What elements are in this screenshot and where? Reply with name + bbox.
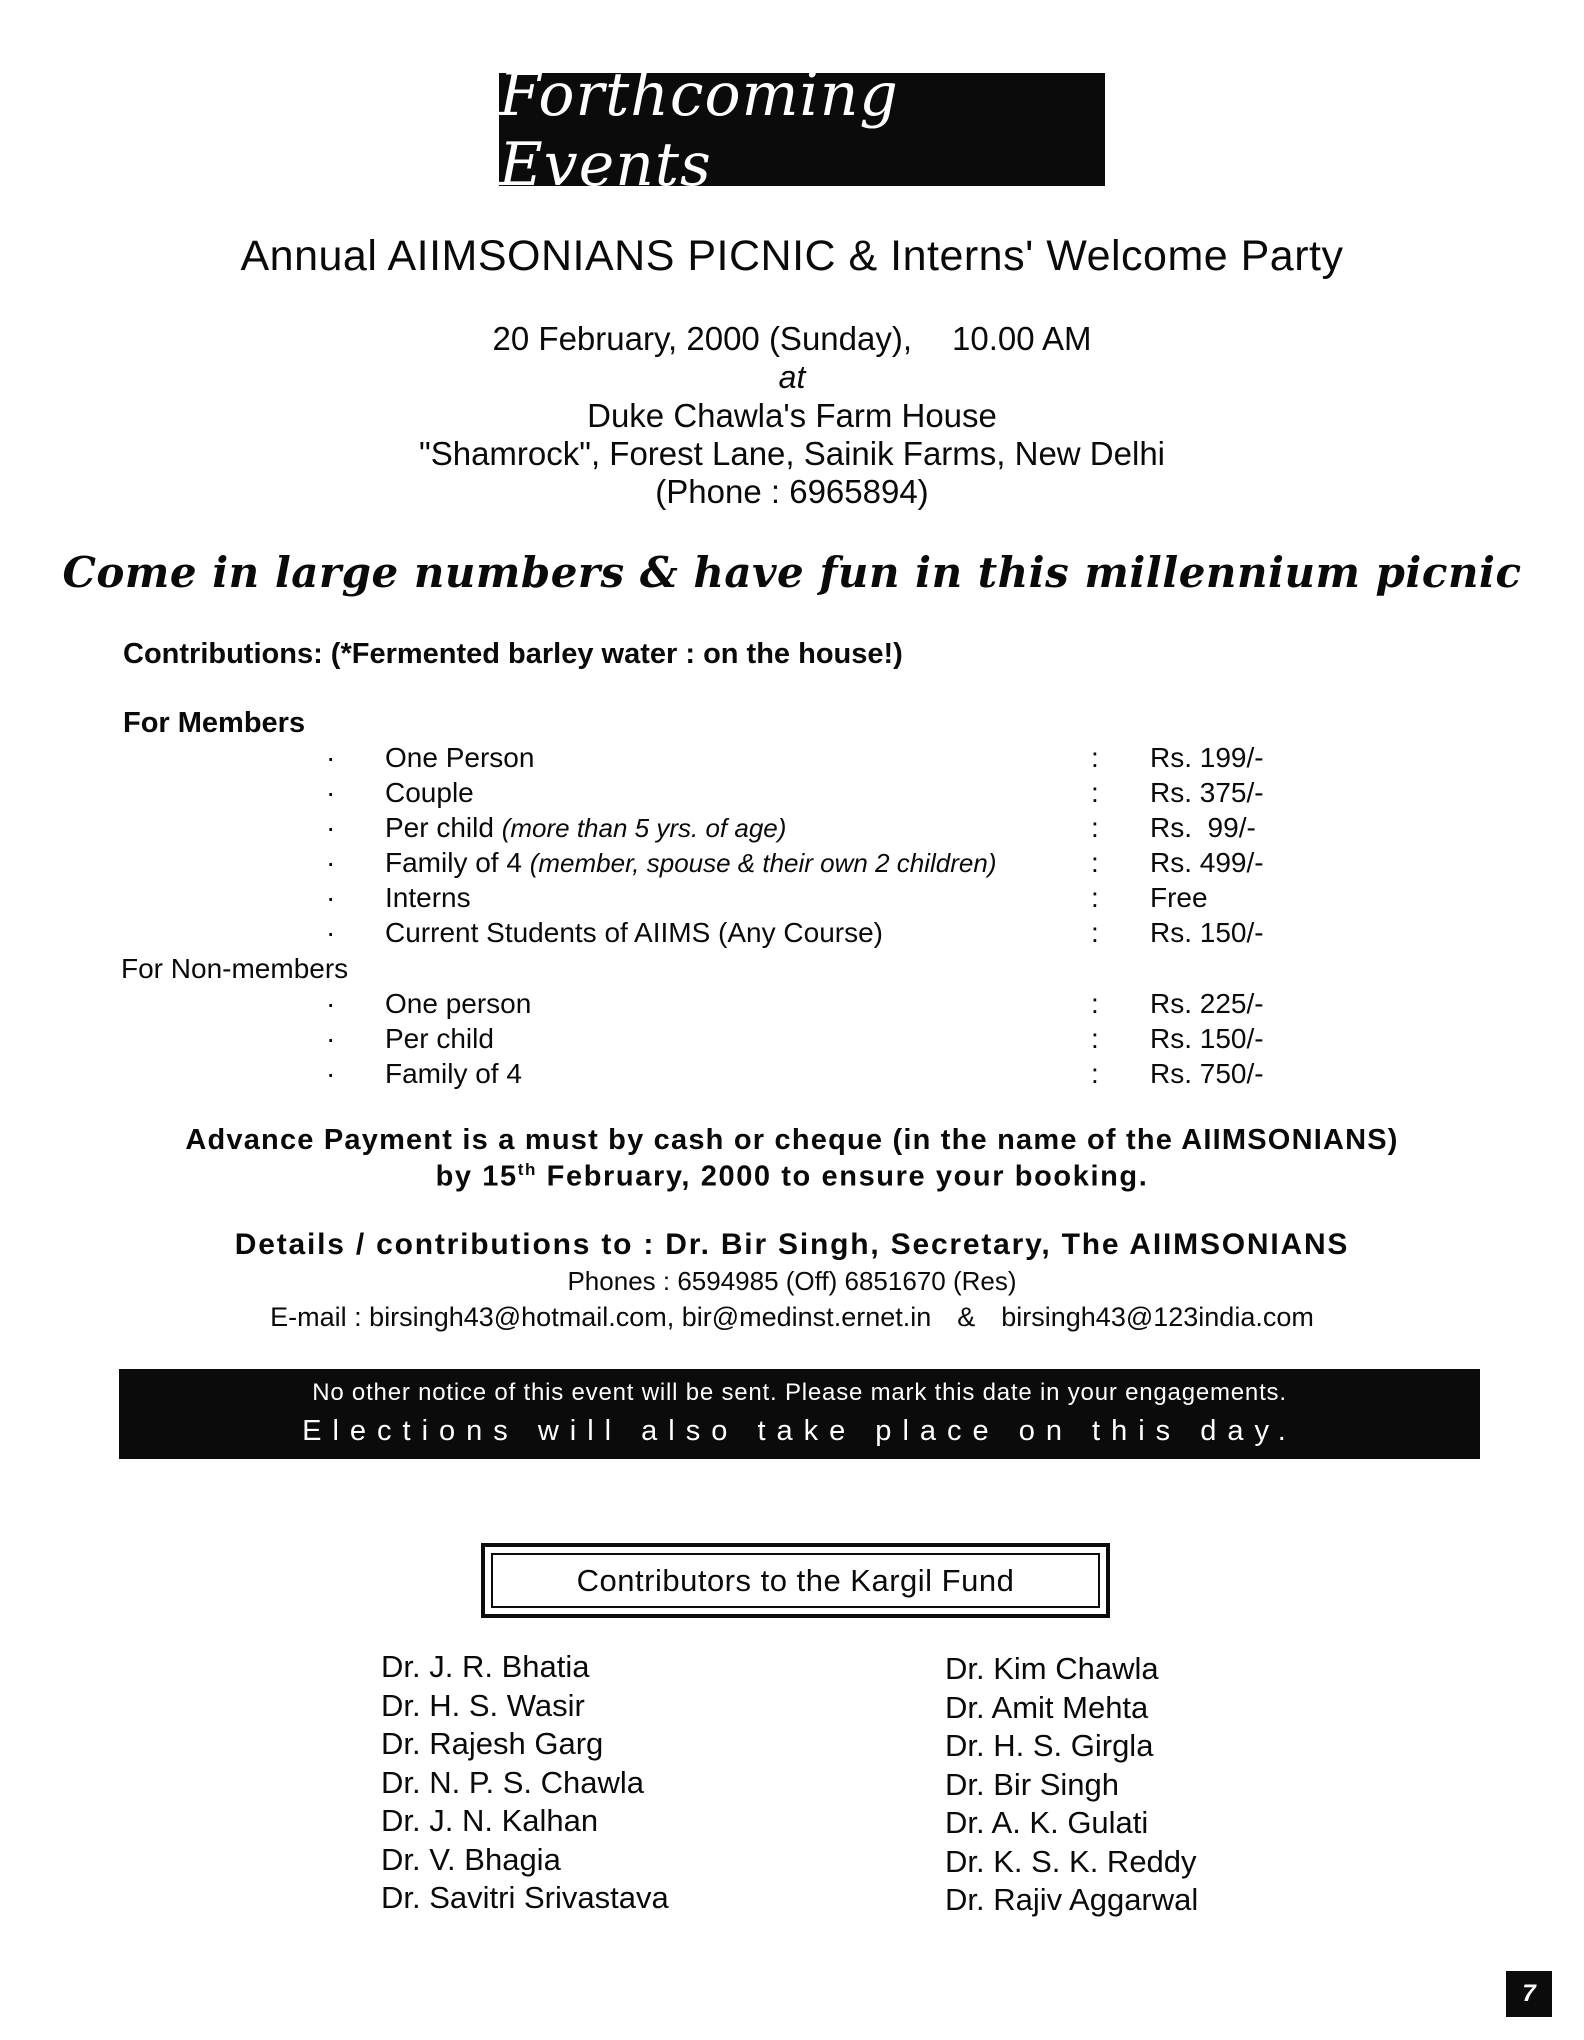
- fee-label: Per child: [385, 1023, 494, 1054]
- contributors-left-column: [381, 1649, 669, 1919]
- fee-label: [385, 812, 786, 844]
- contributor-name: Dr. H. S. Girgla: [945, 1728, 1154, 1763]
- nonmembers-heading: For Non-members: [121, 953, 349, 984]
- fee-row: [0, 1023, 1584, 1057]
- contributor-name: Dr. H. S. Wasir: [381, 1687, 585, 1723]
- contributor-name: Dr. Rajesh Garg: [381, 1726, 604, 1761]
- fee-label-note: (member, spouse & their own 2 children): [529, 848, 997, 878]
- bullet: ·: [326, 882, 336, 913]
- fee-label-text: Family of 4: [385, 847, 522, 878]
- colon: :: [1091, 988, 1099, 1019]
- contributor-name: Dr. N. P. S. Chawla: [381, 1764, 645, 1800]
- event-phone: (Phone : 6965894): [655, 473, 929, 510]
- contributor-name: Dr. Bir Singh: [945, 1766, 1120, 1802]
- event-at: at: [778, 359, 806, 395]
- event-title: Annual AIIMSONIANS PICNIC & Interns' Welcome Party: [240, 232, 1344, 280]
- notice-box: [119, 1369, 1480, 1459]
- event-time: 10.00 AM: [952, 320, 1092, 357]
- colon: :: [1091, 1023, 1099, 1054]
- contributions-heading: Contributions: (*Fermented barley water : on the house!): [123, 638, 903, 670]
- email-line: [0, 1302, 1584, 1333]
- fee-amount: Rs. 199/-: [1150, 742, 1264, 773]
- event-address: "Shamrock", Forest Lane, Sainik Farms, New Delhi: [418, 435, 1165, 472]
- fee-amount: Rs. 150/-: [1150, 1023, 1264, 1054]
- contributor-name: Dr. J. R. Bhatia: [381, 1649, 590, 1684]
- fee-row: [0, 847, 1584, 881]
- fee-label: Family of 4: [385, 1058, 522, 1089]
- email-label: E-mail :: [270, 1302, 362, 1332]
- bullet: ·: [326, 777, 336, 808]
- advance-payment-line-1: Advance Payment is a must by cash or cheque (in the name of the AIIMSONIANS): [185, 1124, 1399, 1156]
- bullet: ·: [326, 1023, 336, 1054]
- fee-label-text: Per child: [385, 812, 494, 843]
- details-contact-line: Details / contributions to : Dr. Bir Singh, Secretary, The AIIMSONIANS: [234, 1228, 1350, 1261]
- email-link-123india[interactable]: birsingh43@123india.com: [1001, 1302, 1314, 1332]
- fee-label: One Person: [385, 742, 535, 773]
- fee-amount: Rs. 499/-: [1150, 847, 1264, 878]
- colon: :: [1091, 847, 1099, 878]
- contributors-right-column: [945, 1651, 1198, 1921]
- fee-label: Current Students of AIIMS (Any Course): [385, 917, 883, 948]
- email-link-medinst[interactable]: bir@medinst.ernet.in: [681, 1302, 932, 1332]
- fee-amount: Rs. 375/-: [1150, 777, 1264, 808]
- colon: :: [1091, 917, 1099, 948]
- contributor-name: Dr. K. S. K. Reddy: [945, 1843, 1197, 1879]
- tagline: Come in large numbers & have fun in this millennium picnic: [62, 548, 1522, 597]
- colon: :: [1091, 1058, 1099, 1089]
- members-heading: For Members: [123, 707, 306, 739]
- ampersand: &: [957, 1302, 976, 1332]
- contributor-name: Dr. Rajiv Aggarwal: [945, 1882, 1199, 1917]
- section-banner: [499, 59, 1105, 200]
- colon: :: [1091, 742, 1099, 773]
- bullet: ·: [326, 1058, 336, 1089]
- colon: :: [1091, 882, 1099, 913]
- contributor-name: Dr. J. N. Kalhan: [381, 1803, 599, 1838]
- fee-row: [0, 777, 1584, 811]
- contributor-name: Dr. Amit Mehta: [945, 1689, 1149, 1725]
- bullet: ·: [326, 917, 336, 948]
- fee-amount: Rs. 225/-: [1150, 988, 1264, 1019]
- kargil-fund-heading: Contributors to the Kargil Fund: [491, 1553, 1100, 1608]
- contributor-name: Dr. Savitri Srivastava: [381, 1880, 669, 1915]
- event-venue: Duke Chawla's Farm House: [587, 397, 997, 434]
- kargil-fund-heading-box: [481, 1543, 1110, 1618]
- colon: :: [1091, 812, 1099, 843]
- fee-label: Interns: [385, 882, 471, 913]
- fee-amount: Rs. 150/-: [1150, 917, 1264, 948]
- notice-line-1: No other notice of this event will be sent. Please mark this date in your engagements.: [312, 1379, 1287, 1406]
- fee-amount: Rs. 99/-: [1150, 812, 1256, 843]
- advance-post: February, 2000 to ensure your booking.: [537, 1160, 1149, 1193]
- fee-row: [0, 988, 1584, 1022]
- fee-row: [0, 1058, 1584, 1092]
- fee-label: Couple: [385, 777, 474, 808]
- bullet: ·: [326, 988, 336, 1019]
- fee-amount: Free: [1150, 882, 1208, 913]
- event-date: 20 February, 2000 (Sunday),: [492, 320, 913, 357]
- colon: :: [1091, 777, 1099, 808]
- contributor-name: Dr. V. Bhagia: [381, 1841, 561, 1877]
- fee-amount: Rs. 750/-: [1150, 1058, 1264, 1089]
- notice-line-2: Elections will also take place on this day.: [302, 1415, 1297, 1447]
- contributor-name: Dr. A. K. Gulati: [945, 1805, 1149, 1840]
- page-number: 7: [1506, 1971, 1552, 2017]
- bullet: ·: [326, 742, 336, 773]
- fee-row: [0, 917, 1584, 951]
- fee-label-note: (more than 5 yrs. of age): [501, 813, 787, 843]
- banner-title: Forthcoming Events: [499, 59, 899, 200]
- bullet: ·: [326, 847, 336, 878]
- advance-payment-line-2: [0, 1160, 1584, 1194]
- fee-label: [385, 847, 997, 879]
- fee-row: [0, 882, 1584, 916]
- fee-label: One person: [385, 988, 532, 1019]
- bullet: ·: [326, 812, 336, 843]
- email-link-hotmail[interactable]: birsingh43@hotmail.com,: [369, 1302, 675, 1332]
- fee-row: [0, 812, 1584, 846]
- advance-pre: by 15: [435, 1160, 518, 1193]
- ordinal-suffix: th: [517, 1160, 538, 1179]
- event-datetime: [0, 320, 1584, 358]
- phones-line: Phones : 6594985 (Off) 6851670 (Res): [567, 1266, 1017, 1296]
- fee-row: [0, 742, 1584, 776]
- contributor-name: Dr. Kim Chawla: [945, 1651, 1159, 1686]
